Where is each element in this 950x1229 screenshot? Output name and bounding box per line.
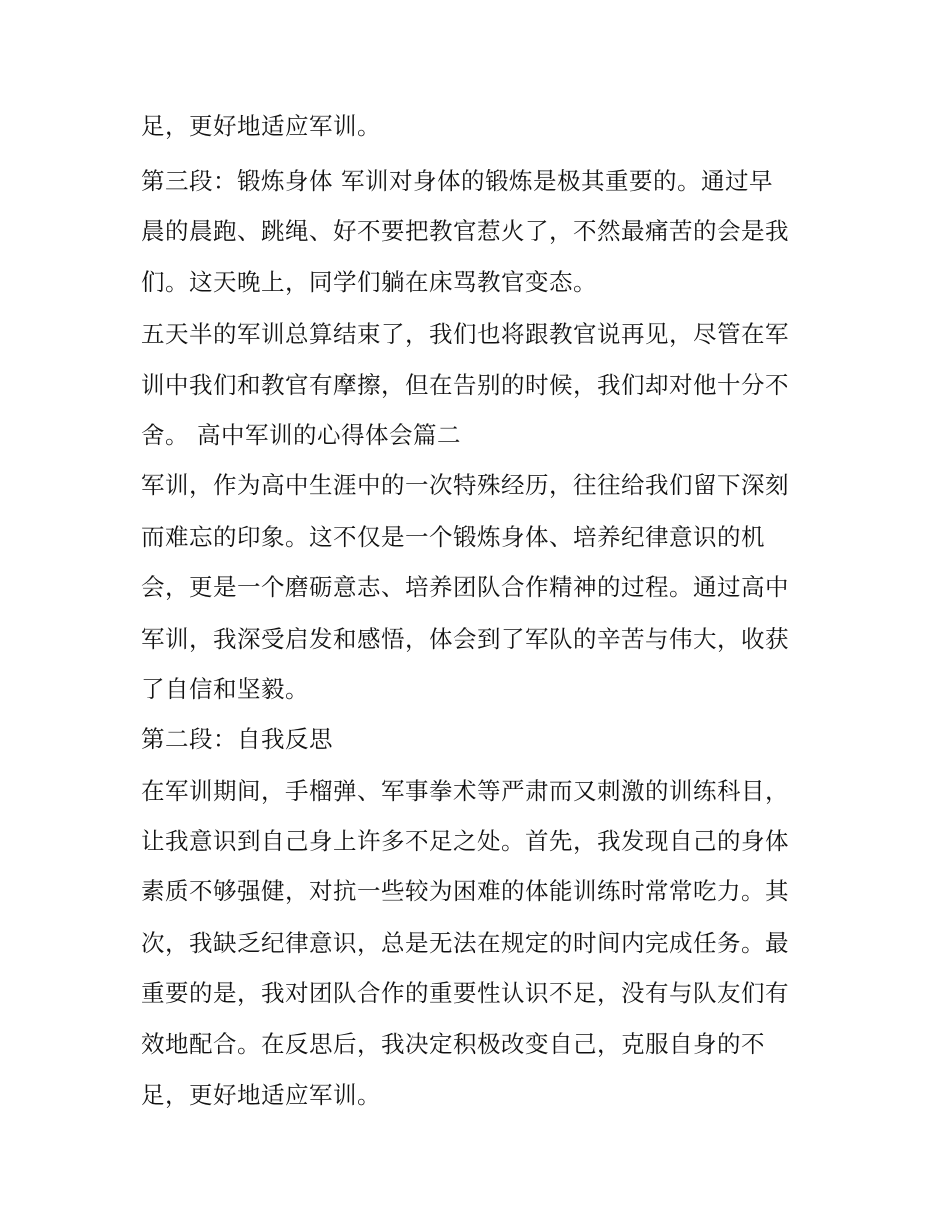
text-line: 了自信和坚毅。 bbox=[141, 675, 309, 703]
text-line: 五天半的军训总算结束了，我们也将跟教官说再见，尽管在军 bbox=[141, 320, 789, 348]
text-line: 第三段：锻炼身体 军训对身体的锻炼是极其重要的。通过早 bbox=[141, 167, 773, 195]
text-line: 重要的是，我对团队合作的重要性认识不足，没有与队友们有 bbox=[141, 979, 789, 1007]
text-line: 而难忘的印象。这不仅是一个锻炼身体、培养纪律意识的机 bbox=[141, 523, 765, 551]
text-line: 足，更好地适应军训。 bbox=[141, 1081, 381, 1109]
text-line: 舍。 高中军训的心得体会篇二 bbox=[141, 421, 461, 449]
text-line: 会，更是一个磨砺意志、培养团队合作精神的过程。通过高中 bbox=[141, 573, 789, 601]
text-line: 在军训期间，手榴弹、军事拳术等严肃而又刺激的训练科目， bbox=[141, 777, 789, 805]
text-line: 军训，我深受启发和感悟，体会到了军队的辛苦与伟大，收获 bbox=[141, 625, 789, 653]
text-line: 效地配合。在反思后，我决定积极改变自己，克服自身的不 bbox=[141, 1030, 765, 1058]
text-line: 次，我缺乏纪律意识，总是无法在规定的时间内完成任务。最 bbox=[141, 929, 789, 957]
text-line: 素质不够强健，对抗一些较为困难的体能训练时常常吃力。其 bbox=[141, 877, 789, 905]
section-heading: 第二段：自我反思 bbox=[141, 725, 333, 753]
text-line: 足，更好地适应军训。 bbox=[141, 112, 381, 140]
text-line: 军训，作为高中生涯中的一次特殊经历，往往给我们留下深刻 bbox=[141, 471, 789, 499]
text-line: 晨的晨跑、跳绳、好不要把教官惹火了，不然最痛苦的会是我 bbox=[141, 217, 789, 245]
text-line: 训中我们和教官有摩擦，但在告别的时候，我们却对他十分不 bbox=[141, 371, 789, 399]
text-line: 们。这天晚上，同学们躺在床骂教官变态。 bbox=[141, 268, 597, 296]
text-line: 让我意识到自己身上许多不足之处。首先，我发现自己的身体 bbox=[141, 827, 789, 855]
